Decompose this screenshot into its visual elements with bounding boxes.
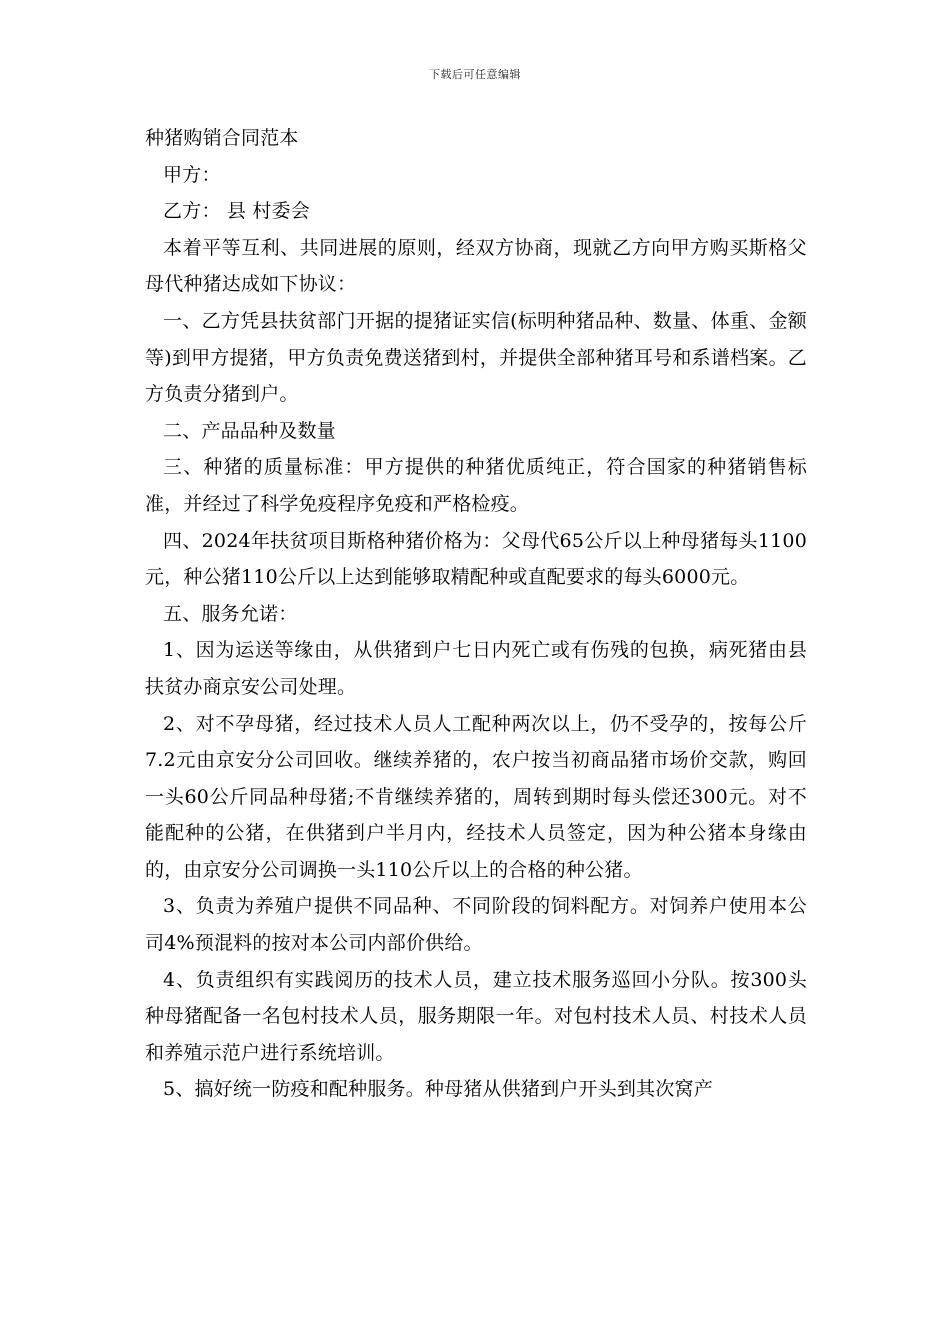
service-item-3: 3、负责为养殖户提供不同品种、不同阶段的饲料配方。对饲养户使用本公司4%预混料的按对本公司内部价供给。 <box>145 895 807 955</box>
service-item-2: 2、对不孕母猪，经过技术人员人工配种两次以上，仍不受孕的，按每公斤7.2元由京安分公司回收。继续养猪的，农户按当初商品猪市场价交款，购回一头60公斤同品种母猪;不肯继续养猪的，周转到期时每头偿还300元。对不能配种的公猪，在供猪到户半月内，经技术人员签定，因为种公猪本身缘由的，由京安分公司调换一头110公斤以上的合格的种公猪。 <box>145 712 807 881</box>
clause-3-paragraph: 三、种猪的质量标准：甲方提供的种猪优质纯正，符合国家的种猪销售标准，并经过了科学免疫程序免疫和严格检疫。 <box>145 456 807 515</box>
clause-2-heading: 二、产品品种及数量 <box>163 419 336 442</box>
service-item-5: 5、搞好统一防疫和配种服务。种母猪从供猪到户开头到其次窝产 <box>163 1078 713 1101</box>
service-item-4: 4、负责组织有实践阅历的技术人员，建立技术服务巡回小分队。按300头种母猪配备一名包村技术人员，服务期限一年。对包村技术人员、村技术人员和养殖示范户进行系统培训。 <box>145 968 807 1064</box>
document-body <box>145 120 807 1108</box>
page-header: 下载后可任意编辑 <box>429 68 521 81</box>
service-item-1: 1、因为运送等缘由，从供猪到户七日内死亡或有伤残的包换，病死猪由县扶贫办商京安公司处理。 <box>145 639 807 698</box>
clause-5-heading: 五、服务允诺： <box>163 602 298 625</box>
clause-1-paragraph: 一、乙方凭县扶贫部门开据的提猪证实信(标明种猪品种、数量、体重、金额等)到甲方提猪，甲方负责免费送猪到村，并提供全部种猪耳号和系谱档案。乙方负责分猪到户。 <box>145 309 807 406</box>
party-a-line: 甲方： <box>163 163 221 186</box>
document-title: 种猪购销合同范本 <box>145 127 299 149</box>
preamble-paragraph: 本着平等互利、共同进展的原则，经双方协商，现就乙方向甲方购买斯格父母代种猪达成如下协议： <box>145 236 807 296</box>
party-b-line: 乙方： 县 村委会 <box>163 200 310 223</box>
clause-4-paragraph: 四、2024年扶贫项目斯格种猪价格为：父母代65公斤以上种母猪每头1100元，种公猪110公斤以上达到能够取精配种或直配要求的每头6000元。 <box>145 529 807 589</box>
